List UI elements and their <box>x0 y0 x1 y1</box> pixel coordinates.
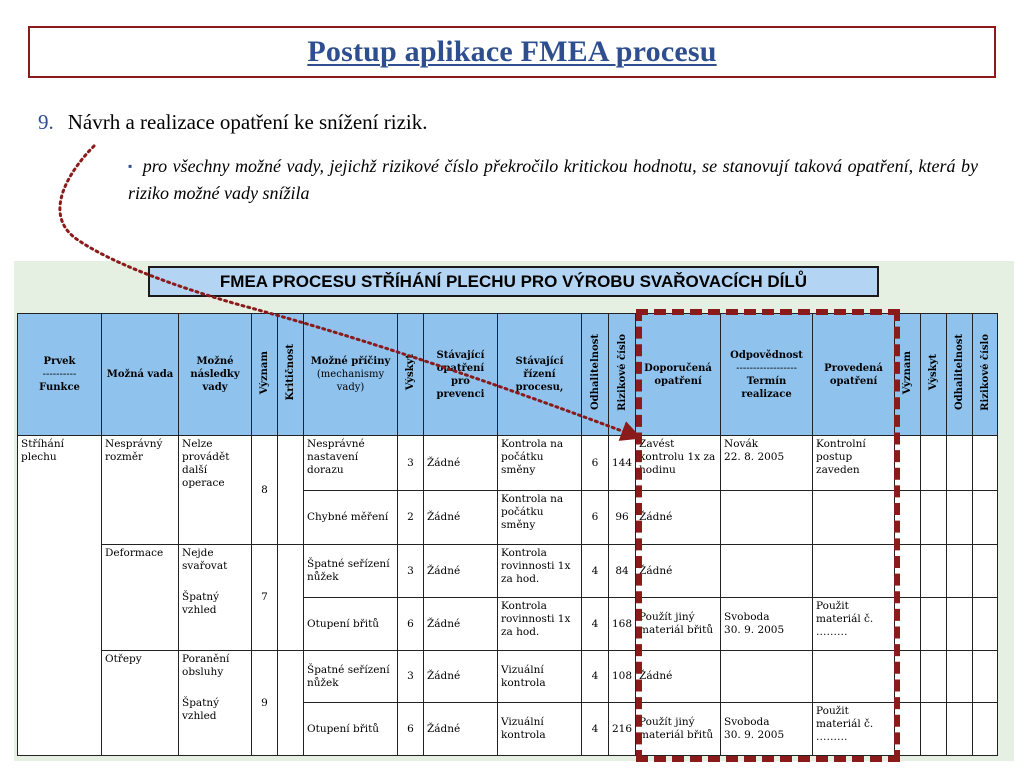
header-funkce-label: Funkce <box>39 382 80 393</box>
header-vyskyt-label: Výskyt <box>405 354 416 391</box>
slide-title-box <box>28 26 996 78</box>
cell-doporucena: Žádné <box>636 491 721 545</box>
cell-rizikove-cislo2 <box>973 491 998 545</box>
cell-odhalitelnost2 <box>947 545 973 598</box>
cell-vada: Nesprávný rozměr <box>102 436 179 545</box>
header-vyznam2 <box>895 314 921 436</box>
cell-odhalitelnost: 6 <box>582 491 609 545</box>
cell-nasledky-2: Špatný vzhled <box>182 697 220 722</box>
cell-vyznam2 <box>895 491 921 545</box>
table-row <box>18 545 998 598</box>
cell-rizikove-cislo: 84 <box>609 545 636 598</box>
header-stavajici-rizeni: Stávající řízení procesu, <box>498 314 582 436</box>
cell-vyznam: 9 <box>252 651 278 756</box>
cell-vyskyt: 3 <box>398 436 424 491</box>
cell-doporucena: Použít jiný materiál břitů <box>636 703 721 756</box>
cell-doporucena: Zavést kontrolu 1x za hodinu <box>636 436 721 491</box>
cell-nasledky <box>179 545 252 651</box>
table-row <box>18 436 998 491</box>
cell-odhalitelnost: 4 <box>582 545 609 598</box>
header-odpovednost <box>721 314 813 436</box>
cell-termin: 22. 8. 2005 <box>724 451 785 463</box>
cell-pricina: Špatné seřízení nůžek <box>304 545 398 598</box>
header-odpovednost-separator: ------------------ <box>736 362 797 374</box>
cell-vyskyt: 3 <box>398 651 424 703</box>
cell-doporucena: Žádné <box>636 651 721 703</box>
cell-rizikove-cislo2 <box>973 703 998 756</box>
cell-vyskyt: 6 <box>398 598 424 651</box>
cell-vyznam2 <box>895 545 921 598</box>
cell-rizeni: Vizuální kontrola <box>498 703 582 756</box>
cell-nasledky-1: Poranění obsluhy <box>182 653 230 678</box>
cell-pricina: Chybné měření <box>304 491 398 545</box>
slide-title: Postup aplikace FMEA procesu <box>307 35 717 68</box>
cell-rizeni: Kontrola na počátku směny <box>498 436 582 491</box>
cell-kriticnost <box>278 545 304 651</box>
header-odpovednost-label: Odpovědnost <box>730 349 803 361</box>
cell-odpovednost-name: Svoboda <box>724 611 770 623</box>
cell-rizeni: Kontrola rovinnosti 1x za hod. <box>498 598 582 651</box>
cell-odhalitelnost: 4 <box>582 598 609 651</box>
cell-nasledky-1: Nejde svařovat <box>182 547 228 572</box>
cell-vyznam2 <box>895 651 921 703</box>
cell-rizikove-cislo: 168 <box>609 598 636 651</box>
header-prvek <box>18 314 102 436</box>
cell-termin: 30. 9. 2005 <box>724 624 785 636</box>
cell-odhalitelnost: 4 <box>582 703 609 756</box>
cell-pricina: Špatné seřízení nůžek <box>304 651 398 703</box>
cell-vyskyt2 <box>921 436 947 491</box>
cell-odhalitelnost2 <box>947 436 973 491</box>
fmea-table <box>17 313 998 756</box>
cell-prevence: Žádné <box>424 436 498 491</box>
cell-odpovednost-name: Svoboda <box>724 716 770 728</box>
header-vyskyt2 <box>921 314 947 436</box>
header-odhalitelnost2-label: Odhalitelnost <box>954 334 966 411</box>
cell-prvek: Stříhání plechu <box>18 436 102 756</box>
cell-odhalitelnost: 4 <box>582 651 609 703</box>
header-rizikove-cislo <box>609 314 636 436</box>
cell-prevence: Žádné <box>424 598 498 651</box>
cell-odhalitelnost2 <box>947 598 973 651</box>
cell-vyskyt2 <box>921 491 947 545</box>
cell-vyznam: 7 <box>252 545 278 651</box>
cell-nasledky-2: Špatný vzhled <box>182 591 220 616</box>
bullet-text: pro všechny možné vady, jejichž rizikové číslo překročilo kritickou hodnotu, se stanovují taková opatření, která by riziko možné vady snížila <box>128 156 979 203</box>
header-doporucena: Doporučená opatření <box>636 314 721 436</box>
cell-odpovednost <box>721 651 813 703</box>
cell-rizeni: Kontrola rovinnosti 1x za hod. <box>498 545 582 598</box>
cell-vyskyt: 6 <box>398 703 424 756</box>
header-vyznam2-label: Význam <box>902 350 914 395</box>
header-termin-label: Termín realizace <box>741 375 792 400</box>
cell-odpovednost <box>721 491 813 545</box>
cell-rizikove-cislo: 144 <box>609 436 636 491</box>
cell-vyskyt2 <box>921 651 947 703</box>
header-mechanismy-label: (mechanismy vady) <box>316 369 385 393</box>
cell-rizikove-cislo2 <box>973 436 998 491</box>
cell-odpovednost <box>721 598 813 651</box>
bullet-paragraph <box>128 153 978 207</box>
cell-provedena <box>813 491 895 545</box>
header-mozna-vada: Možná vada <box>102 314 179 436</box>
cell-rizikove-cislo: 108 <box>609 651 636 703</box>
cell-kriticnost <box>278 436 304 545</box>
cell-pricina: Nesprávné nastavení dorazu <box>304 436 398 491</box>
cell-doporucena: Žádné <box>636 545 721 598</box>
cell-odhalitelnost2 <box>947 491 973 545</box>
cell-odhalitelnost2 <box>947 703 973 756</box>
header-vyskyt2-label: Výskyt <box>928 354 940 391</box>
point-9 <box>38 110 427 135</box>
header-rizikove-cislo2-label: Rizikové číslo <box>979 334 991 411</box>
point-number: 9. <box>38 110 54 134</box>
cell-provedena <box>813 545 895 598</box>
header-provedena: Provedená opatření <box>813 314 895 436</box>
header-rizikove-cislo-label: Rizikové číslo <box>616 334 628 411</box>
header-odhalitelnost-label: Odhalitelnost <box>589 334 601 411</box>
cell-odhalitelnost: 6 <box>582 436 609 491</box>
cell-vyskyt2 <box>921 545 947 598</box>
header-mozne-nasledky: Možné následky vady <box>179 314 252 436</box>
header-mozne-priciny <box>304 314 398 436</box>
cell-nasledky <box>179 651 252 756</box>
cell-odhalitelnost2 <box>947 651 973 703</box>
cell-vada: Otřepy <box>102 651 179 756</box>
header-vyznam-label: Význam <box>259 350 270 395</box>
header-vyznam <box>252 314 278 436</box>
cell-doporucena: Použít jiný materiál břitů <box>636 598 721 651</box>
header-odhalitelnost2 <box>947 314 973 436</box>
cell-vyznam2 <box>895 598 921 651</box>
point-text: Návrh a realizace opatření ke snížení rizik. <box>67 110 428 134</box>
cell-vyznam2 <box>895 703 921 756</box>
cell-provedena: Použit materiál č. ……… <box>813 598 895 651</box>
cell-vyskyt2 <box>921 703 947 756</box>
cell-rizikove-cislo: 96 <box>609 491 636 545</box>
header-kriticnost <box>278 314 304 436</box>
table-header-row <box>18 314 998 436</box>
bullet-square-icon: ▪ <box>128 159 134 173</box>
cell-prevence: Žádné <box>424 703 498 756</box>
header-odhalitelnost <box>582 314 609 436</box>
header-rizikove-cislo2 <box>973 314 998 436</box>
cell-vyskyt: 3 <box>398 545 424 598</box>
cell-provedena <box>813 651 895 703</box>
cell-vada: Deformace <box>102 545 179 651</box>
cell-vyznam: 8 <box>252 436 278 545</box>
header-stavajici-prevence: Stávající opatření pro prevenci <box>424 314 498 436</box>
table-row <box>18 651 998 703</box>
fmea-table-title: FMEA PROCESU STŘÍHÁNÍ PLECHU PRO VÝROBU SVAŘOVACÍCH DÍLŮ <box>148 266 879 297</box>
cell-vyskyt: 2 <box>398 491 424 545</box>
cell-vyskyt2 <box>921 598 947 651</box>
cell-prevence: Žádné <box>424 651 498 703</box>
cell-pricina: Otupení břitů <box>304 703 398 756</box>
header-prvek-separator: ---------- <box>42 369 77 380</box>
header-vyskyt <box>398 314 424 436</box>
cell-rizeni: Kontrola na počátku směny <box>498 491 582 545</box>
cell-vyznam2 <box>895 436 921 491</box>
header-mozne-priciny-label: Možné příčiny <box>310 356 391 367</box>
cell-termin: 30. 9. 2005 <box>724 729 785 741</box>
cell-nasledky: Nelze provádět další operace <box>179 436 252 545</box>
cell-pricina: Otupení břitů <box>304 598 398 651</box>
cell-odpovednost <box>721 545 813 598</box>
cell-odpovednost-name: Novák <box>724 438 759 450</box>
cell-rizikove-cislo2 <box>973 651 998 703</box>
cell-odpovednost <box>721 436 813 491</box>
cell-prevence: Žádné <box>424 491 498 545</box>
cell-prevence: Žádné <box>424 545 498 598</box>
cell-odpovednost <box>721 703 813 756</box>
cell-provedena: Kontrolní postup zaveden <box>813 436 895 491</box>
cell-rizikove-cislo2 <box>973 545 998 598</box>
cell-rizikove-cislo2 <box>973 598 998 651</box>
cell-rizikove-cislo: 216 <box>609 703 636 756</box>
header-kriticnost-label: Kritičnost <box>285 344 296 401</box>
cell-rizeni: Vizuální kontrola <box>498 651 582 703</box>
cell-provedena: Použit materiál č. ……… <box>813 703 895 756</box>
cell-kriticnost <box>278 651 304 756</box>
header-prvek-label: Prvek <box>43 356 76 367</box>
